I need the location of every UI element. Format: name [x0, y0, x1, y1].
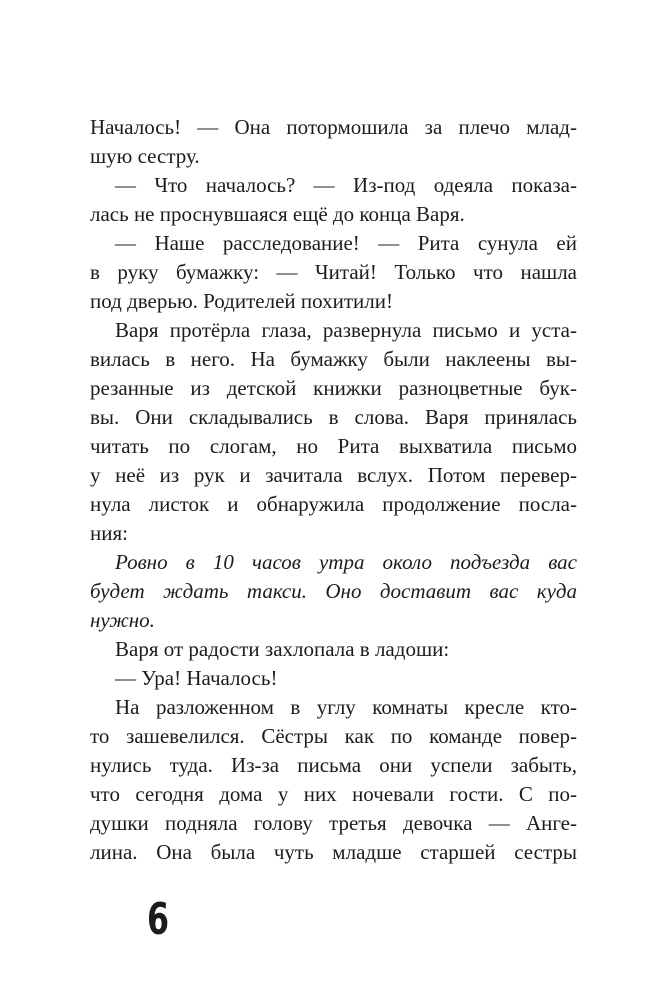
text-line: у неё из рук и зачитала вслух. Потом перевер- — [90, 463, 577, 487]
text-line: Началось! — Она потормошила за плечо млад- — [90, 115, 577, 139]
text-line: в руку бумажку: — Читай! Только что нашла — [90, 260, 577, 284]
text-line: Варя протёрла глаза, развернула письмо и уста- — [115, 318, 577, 342]
text-line: нулись туда. Из-за письма они успели забыть, — [90, 753, 577, 777]
text-line: — Ура! Началось! — [115, 666, 278, 690]
text-line: ния: — [90, 521, 128, 545]
text-line: вы. Они складывались в слова. Варя принялась — [90, 405, 577, 429]
text-line: Варя от радости захлопала в ладоши: — [115, 637, 450, 661]
quoted-letter-line: будет ждать такси. Оно доставит вас куда — [90, 579, 577, 603]
text-line: нула листок и обнаружила продолжение посла- — [90, 492, 577, 516]
text-line: На разложенном в углу комнаты кресле кто- — [115, 695, 577, 719]
text-line: — Наше расследование! — Рита сунула ей — [115, 231, 577, 255]
text-line: резанные из детской книжки разноцветные бук- — [90, 376, 577, 400]
text-line: вилась в него. На бумажку были наклеены вы- — [90, 347, 577, 371]
page-body-text — [90, 113, 577, 867]
text-line: шую сестру. — [90, 144, 200, 168]
text-line: читать по слогам, но Рита выхватила письмо — [90, 434, 577, 458]
page-number: 6 — [147, 894, 170, 945]
text-line: под дверью. Родителей похитили! — [90, 289, 393, 313]
quoted-letter-line: Ровно в 10 часов утра около подъезда вас — [115, 550, 577, 574]
text-line: душки подняла голову третья девочка — Анге- — [90, 811, 577, 835]
text-line: лина. Она была чуть младше старшей сестры — [90, 840, 577, 864]
text-line: лась не проснувшаяся ещё до конца Варя. — [90, 202, 465, 226]
text-line: то зашевелился. Сёстры как по команде повер- — [90, 724, 577, 748]
quoted-letter-line: нужно. — [90, 608, 155, 632]
text-line: что сегодня дома у них ночевали гости. С по- — [90, 782, 577, 806]
text-line: — Что началось? — Из-под одеяла показа- — [115, 173, 577, 197]
